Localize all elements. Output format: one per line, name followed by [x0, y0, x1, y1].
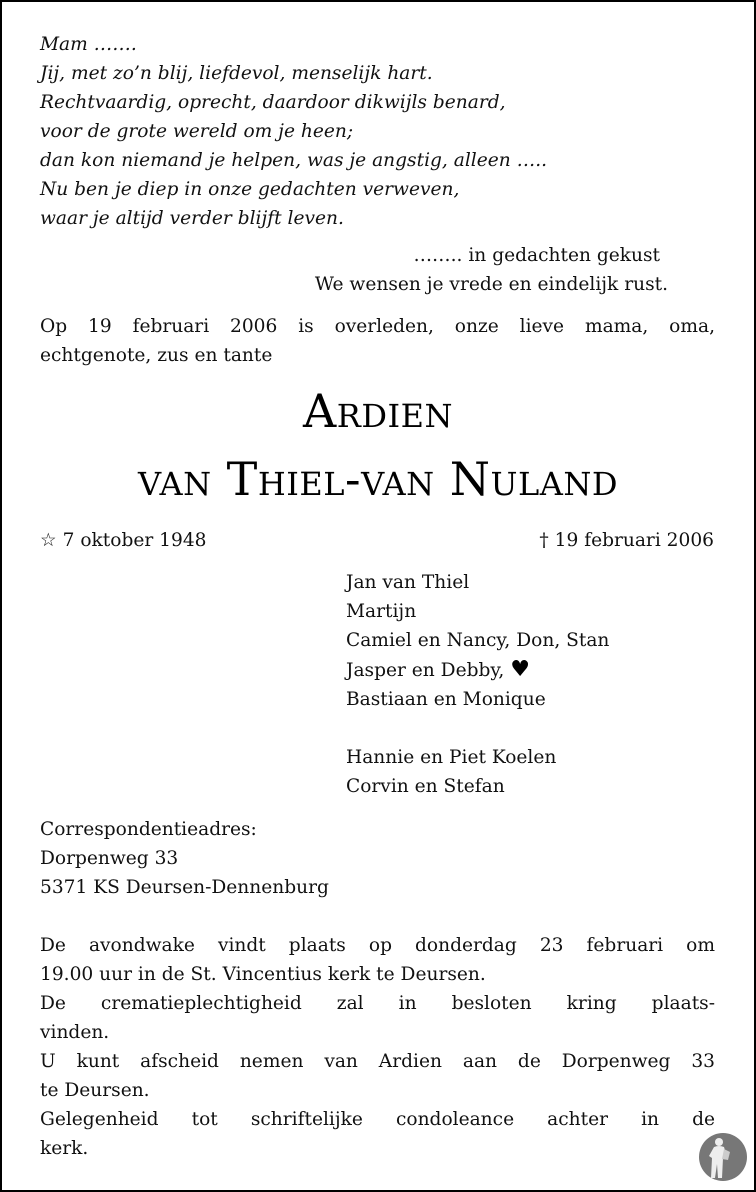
cross-icon: †	[539, 530, 549, 551]
closing-line: We wensen je vrede en eindelijk rust.	[314, 274, 668, 295]
details-line: 19.00 uur in de St. Vincentius kerk te Deursen.	[40, 964, 486, 985]
details-line: vinden.	[40, 1022, 110, 1043]
family-member: Camiel en Nancy, Don, Stan	[346, 630, 610, 651]
poem-line: Jij, met zo’n blij, liefdevol, menselijk hart.	[40, 63, 433, 84]
poem-line: Mam …….	[40, 34, 137, 55]
memorial-logo-icon	[698, 1132, 748, 1182]
poem	[40, 30, 547, 233]
family-member: Jan van Thiel	[346, 572, 470, 593]
star-icon: ☆	[40, 530, 57, 551]
family-member: Martijn	[346, 601, 417, 622]
poem-line: Rechtvaardig, oprecht, daardoor dikwijls benard,	[40, 92, 506, 113]
address-line: Dorpenweg 33	[40, 848, 179, 869]
details-line: De avondwake vindt plaats op donderdag 23 februari om	[40, 935, 715, 956]
details-line: te Deursen.	[40, 1080, 150, 1101]
closing-line: …….. in gedachten gekust	[413, 245, 660, 266]
birth-date	[40, 526, 207, 555]
family-member: Bastiaan en Monique	[346, 689, 546, 710]
details-line: kerk.	[40, 1138, 89, 1159]
death-date-text: 19 februari 2006	[554, 530, 714, 551]
poem-line: Nu ben je diep in onze gedachten verweven,	[40, 179, 460, 200]
details-line: U kunt afscheid nemen van Ardien aan de Dorpenweg 33	[40, 1051, 715, 1072]
poem-line: waar je altijd verder blijft leven.	[40, 208, 344, 229]
family-member	[346, 655, 609, 685]
details-line: Gelegenheid tot schriftelijke condoleance achter in de	[40, 1109, 715, 1130]
poem-line: dan kon niemand je helpen, was je angstig, alleen …..	[40, 150, 548, 171]
correspondence-address	[40, 815, 329, 902]
ceremony-details	[40, 931, 715, 1163]
death-date	[539, 526, 714, 555]
heart-icon: ♥	[510, 657, 530, 682]
intro-paragraph	[40, 312, 715, 370]
details-line: De crematieplechtigheid zal in besloten kring plaats-	[40, 993, 715, 1014]
birth-date-text: 7 oktober 1948	[62, 530, 207, 551]
intro-line: echtgenote, zus en tante	[40, 345, 273, 366]
poem-line: voor de grote wereld om je heen;	[40, 121, 354, 142]
family-member: Corvin en Stefan	[346, 776, 505, 797]
deceased-first-name: Ardien	[303, 384, 453, 438]
family-list	[346, 568, 609, 801]
poem-closing	[314, 241, 668, 299]
intro-line: Op 19 februari 2006 is overleden, onze lieve mama, oma,	[40, 316, 715, 337]
address-line: 5371 KS Deursen-Dennenburg	[40, 877, 329, 898]
family-member: Hannie en Piet Koelen	[346, 747, 557, 768]
deceased-surname: van Thiel-van Nuland	[138, 452, 618, 506]
family-member-text: Jasper en Debby,	[346, 660, 505, 681]
address-line: Correspondentieadres:	[40, 819, 257, 840]
